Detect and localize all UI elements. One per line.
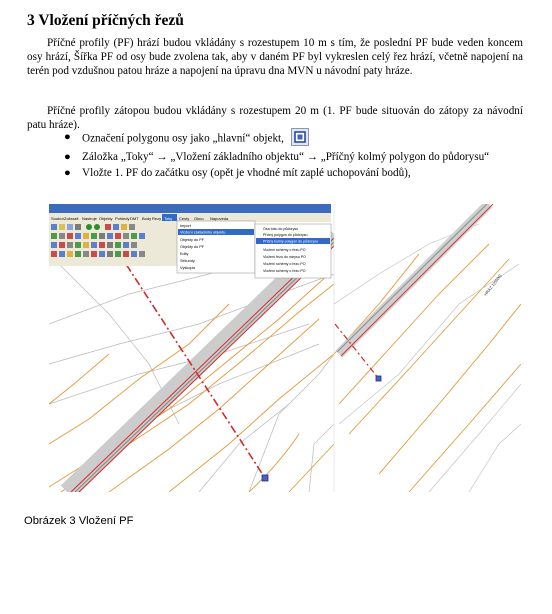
- submenu-item[interactable]: Příčný polygon do půdorysu: [263, 233, 308, 237]
- menu-item[interactable]: Pohledy: [115, 216, 130, 221]
- menu-item[interactable]: Objekty do PF: [180, 238, 205, 242]
- menu-item[interactable]: Sekundy: [180, 259, 195, 263]
- menu-item-import[interactable]: Import: [180, 224, 191, 228]
- submenu-item[interactable]: Vložení schémy o řezu PO: [263, 262, 306, 266]
- instruction-list: [60, 130, 526, 182]
- paragraph-profiles-flood: Příčné profily zátopou budou vkládány s rozestupem 20 m (1. PF bude situován do zátopy za návodní patu hráze).: [27, 105, 523, 132]
- menu-item[interactable]: Zobrazit: [64, 216, 79, 221]
- figure-caption: Obrázek 3 Vložení PF: [24, 515, 134, 527]
- profile-endpoint-marker-right: [376, 376, 381, 381]
- submenu-item[interactable]: Vložení schémy o řezu PO: [263, 248, 306, 252]
- menu-item[interactable]: Edity: [180, 252, 189, 256]
- section-heading: 3 Vložení příčných řezů: [27, 12, 184, 29]
- submenu-item[interactable]: Vložení schémy o řezu PO: [263, 269, 306, 273]
- window-titlebar: [49, 204, 331, 213]
- submenu-item[interactable]: Osa toku do půdorysu: [263, 227, 299, 231]
- dike-label: HRÁZ 1(6500): [482, 273, 503, 297]
- software-screenshot: [49, 204, 521, 492]
- profile-endpoint-marker: [262, 475, 268, 481]
- menu-item[interactable]: Objekty do PF: [180, 245, 205, 249]
- list-item: ● Záložka „Toky“ → „Vložení základního objektu“ → „Příčný kolmý polygon do půdorysu“: [64, 151, 490, 163]
- bullet-dot: ●: [64, 131, 71, 143]
- application-toolbar: [49, 204, 334, 278]
- submenu-item[interactable]: Vložení řezu do nárysu PO: [263, 255, 306, 259]
- list-item: ● Vložte 1. PF do začátku osy (opět je vhodné mít zaplé uchopování bodů),: [64, 167, 411, 180]
- menu-item[interactable]: Cesty: [179, 216, 190, 221]
- submenu-item-pricny-kolmy-polygon[interactable]: Příčný kolmý polygon do půdorysu: [263, 239, 318, 244]
- menu-item-toky[interactable]: Toky: [164, 216, 173, 221]
- paragraph-profiles-dikes: Příčné profily (PF) hrází budou vkládány s rozestupem 10 m s tím, že poslední PF bude veden koncem osy hrází, Šířka PF od osy bude zvolena tak, aby v daném PF byl vykreslen celý řez hrází, včetně napojení na terén pod vzdušnou patou hráze a napojení na úpravu dna MVN u návodní paty hráze.: [27, 37, 523, 78]
- menu-item[interactable]: Nastroje: [82, 216, 97, 221]
- menu-item[interactable]: Napoveda: [210, 216, 229, 221]
- polygon-main-icon: [291, 128, 309, 146]
- bullet-dot: ●: [64, 151, 71, 163]
- menu-item[interactable]: Výškopis: [180, 266, 196, 270]
- bullet-dot: ●: [64, 167, 71, 180]
- menu-item[interactable]: Soubor: [51, 216, 64, 221]
- list-item: ● Označení polygonu osy jako „hlavní“ objekt,: [60, 130, 526, 148]
- menu-item[interactable]: Okno: [194, 216, 204, 221]
- menu-item[interactable]: Body: [142, 216, 152, 221]
- menu-item[interactable]: DMT: [130, 216, 139, 221]
- menu-item[interactable]: Rezy: [152, 216, 162, 221]
- menu-item-vlozeni-zakladniho-objektu[interactable]: Vložení základního objektu: [180, 230, 226, 235]
- menu-item[interactable]: Objekty: [99, 216, 113, 221]
